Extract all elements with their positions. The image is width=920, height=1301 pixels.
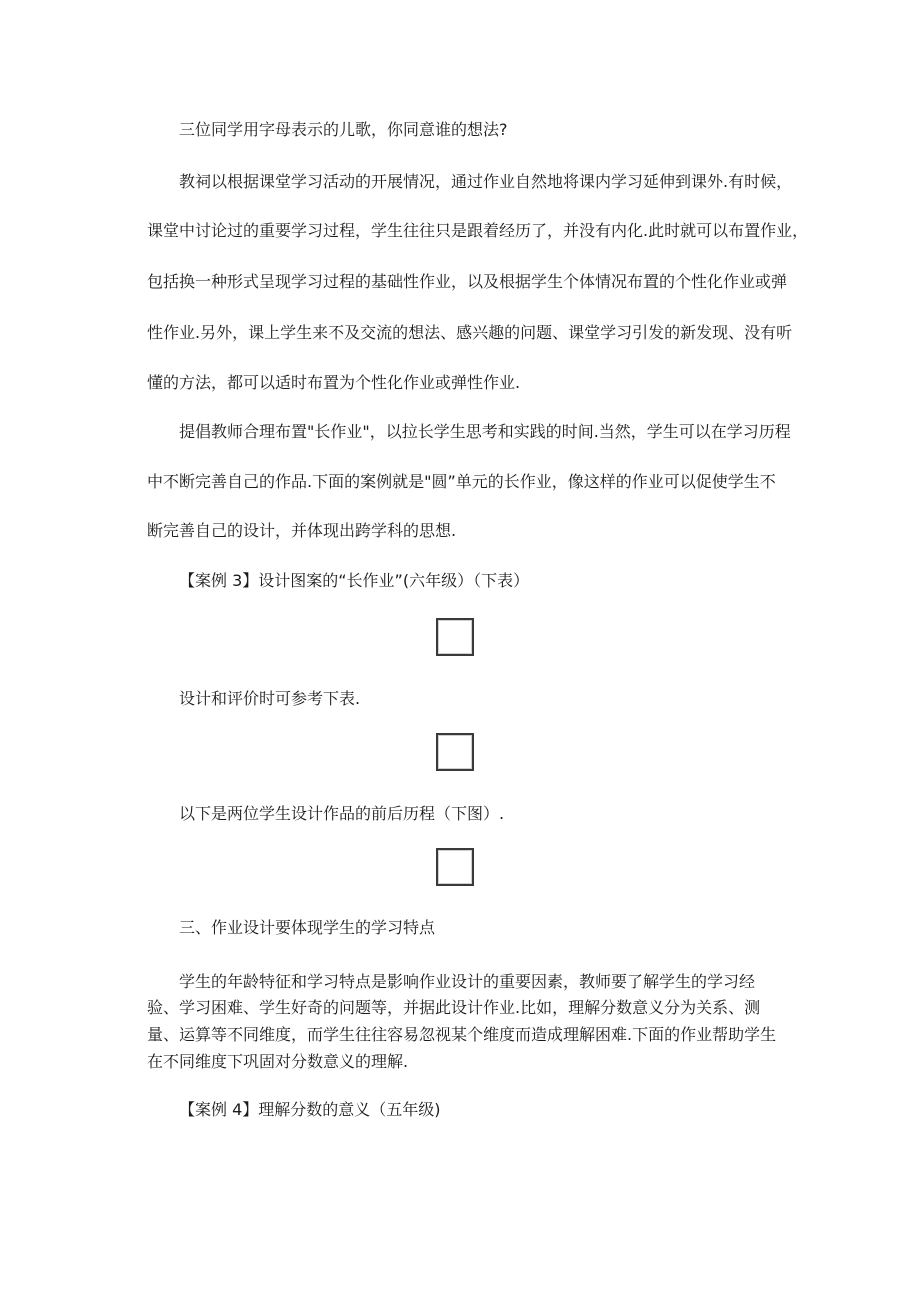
paragraph-line: 包括换一种形式呈现学习过程的基础性作业，以及根据学生个体情况布置的个性化作业或弹: [147, 272, 788, 291]
paragraph-line: 验、学习困难、学生好奇的问题等，并据此设计作业.比如，理解分数意义分为关系、测: [147, 998, 761, 1017]
paragraph-line: 提倡教师合理布置"长作业"，以拉长学生思考和实践的时间.当然，学生可以在学习历程: [179, 422, 791, 441]
paragraph-line: 性作业.另外，课上学生来不及交流的想法、感兴趣的问题、课堂学习引发的新发现、没有听: [147, 323, 793, 342]
paragraph-line: 断完善自己的设计，并体现出跨学科的思想.: [147, 521, 457, 540]
paragraph-line: 懂的方法，都可以适时布置为个性化作业或弹性作业.: [147, 373, 521, 392]
case-3-title: 【案例 3】设计图案的“长作业”(六年级）（下表）: [179, 571, 530, 590]
paragraph-student-works: 以下是两位学生设计作品的前后历程（下图）.: [179, 804, 505, 823]
paragraph-line: 中不断完善自己的作品.下面的案例就是"圆”单元的长作业，像这样的作业可以促使学生不: [147, 472, 776, 491]
paragraph-reference-table: 设计和评价时可参考下表.: [179, 689, 361, 708]
paragraph-line: 课堂中讨论过的重要学习过程，学生往往只是跟着经历了，并没有内化.此时就可以布置作业，: [147, 221, 809, 240]
image-placeholder: [436, 618, 474, 656]
paragraph-question: 三位同学用字母表示的儿歌，你同意谁的想法?: [179, 120, 508, 139]
paragraph-line: 在不同维度下巩固对分数意义的理解.: [147, 1052, 409, 1071]
paragraph-line: 量、运算等不同维度，而学生往往容易忽视某个维度而造成理解困难.下面的作业帮助学生: [147, 1025, 777, 1044]
image-placeholder: [436, 733, 474, 771]
image-placeholder: [436, 848, 474, 886]
paragraph-line: 学生的年龄特征和学习特点是影响作业设计的重要因素，教师要了解学生的学习经: [179, 972, 756, 991]
section-heading: 三、作业设计要体现学生的学习特点: [179, 918, 436, 937]
case-4-title: 【案例 4】理解分数的意义（五年级): [179, 1100, 441, 1119]
paragraph-line: 教祠以根据课堂学习活动的开展情况，通过作业自然地将课内学习延伸到课外.有时候，: [179, 172, 793, 191]
